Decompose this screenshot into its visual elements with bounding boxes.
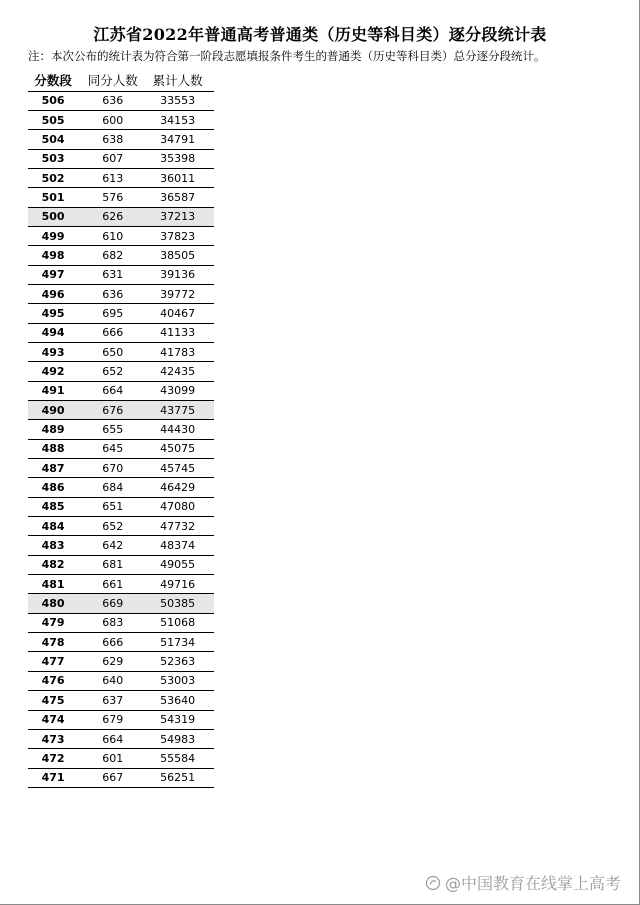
table-row [28,691,214,710]
table-row [28,401,214,420]
cumulative-cell: 33553 [160,94,196,108]
same-count-cell: 629 [102,655,124,669]
same-count-cell: 683 [102,616,124,630]
table-row [28,652,214,671]
page-title: 江苏省2022年普通高考普通类（历史等科目类）逐分段统计表 [93,25,547,44]
cumulative-cell: 43099 [160,384,196,398]
cumulative-cell: 40467 [160,306,196,320]
cumulative-cell: 47732 [160,519,196,533]
cumulative-cell: 34791 [160,132,196,146]
same-count-cell: 676 [102,403,124,417]
header-same-count: 同分人数 [87,72,138,88]
score-cell: 485 [41,500,65,514]
score-cell: 490 [41,403,65,417]
score-cell: 476 [41,674,65,688]
score-cell: 471 [41,771,65,785]
header-score: 分数段 [34,72,72,88]
table-row [28,633,214,652]
cumulative-cell: 55584 [160,751,196,765]
same-count-cell: 636 [102,287,124,301]
table-row [28,110,214,129]
cumulative-cell: 44430 [160,423,196,437]
same-count-cell: 669 [102,597,124,611]
table-row [28,613,214,632]
table-row [28,226,214,245]
table-row [28,575,214,594]
table-row [28,91,214,110]
score-cell: 478 [41,635,65,649]
score-cell: 501 [41,190,65,204]
cumulative-cell: 42435 [160,364,196,378]
same-count-cell: 652 [102,364,124,378]
cumulative-cell: 48374 [160,539,196,553]
score-cell: 484 [41,519,65,533]
table-row [28,168,214,187]
same-count-cell: 661 [102,577,124,591]
cumulative-cell: 39136 [160,268,196,282]
table-row [28,749,214,768]
score-cell: 473 [41,732,65,746]
cumulative-cell: 52363 [160,655,196,669]
same-count-cell: 636 [102,94,124,108]
same-count-cell: 681 [102,558,124,572]
cumulative-cell: 50385 [160,597,196,611]
score-cell: 503 [41,152,65,166]
table-row [28,497,214,516]
cumulative-cell: 51068 [160,616,196,630]
cumulative-cell: 47080 [160,500,196,514]
cumulative-cell: 37823 [160,229,196,243]
same-count-cell: 666 [102,326,124,340]
cumulative-cell: 38505 [160,248,196,262]
table-row [28,768,214,787]
cumulative-cell: 39772 [160,287,196,301]
table-row [28,729,214,748]
cumulative-cell: 41133 [160,326,196,340]
score-cell: 472 [41,751,65,765]
table-row [28,130,214,149]
cumulative-cell: 34153 [160,113,196,127]
cumulative-cell: 49055 [160,558,196,572]
score-cell: 499 [41,229,65,243]
score-cell: 482 [41,558,65,572]
table-row [28,284,214,303]
table-row [28,323,214,342]
same-count-cell: 664 [102,732,124,746]
table-row [28,342,214,361]
score-cell: 497 [41,268,65,282]
cumulative-cell: 51734 [160,635,196,649]
table-row [28,188,214,207]
score-cell: 479 [41,616,65,630]
score-cell: 504 [41,132,65,146]
score-cell: 493 [41,345,65,359]
same-count-cell: 631 [102,268,124,282]
score-cell: 488 [41,442,65,456]
table-header-row [28,69,214,91]
score-cell: 495 [41,306,65,320]
same-count-cell: 640 [102,674,124,688]
same-count-cell: 610 [102,229,124,243]
score-cell: 498 [41,248,65,262]
score-cell: 481 [41,577,65,591]
table-row [28,517,214,536]
table-row [28,439,214,458]
cumulative-cell: 36587 [160,190,196,204]
header-cumulative: 累计人数 [152,72,203,88]
table-row [28,149,214,168]
same-count-cell: 650 [102,345,124,359]
score-cell: 491 [41,384,65,398]
cumulative-cell: 53640 [160,693,196,707]
table-body [28,91,214,787]
cumulative-cell: 43775 [160,403,196,417]
table-row [28,671,214,690]
same-count-cell: 600 [102,113,124,127]
same-count-cell: 613 [102,171,124,185]
table-row [28,207,214,226]
table-row [28,710,214,729]
score-cell: 496 [41,287,65,301]
table-row [28,459,214,478]
same-count-cell: 666 [102,635,124,649]
table-row [28,478,214,497]
table-row [28,265,214,284]
same-count-cell: 651 [102,500,124,514]
same-count-cell: 670 [102,461,124,475]
cumulative-cell: 36011 [160,171,196,185]
watermark-text: @中国教育在线掌上高考 [444,874,621,893]
cumulative-cell: 54319 [160,713,196,727]
table-row [28,246,214,265]
same-count-cell: 576 [102,190,124,204]
same-count-cell: 684 [102,481,124,495]
cumulative-cell: 37213 [160,210,196,224]
table-note: 注：本次公布的统计表为符合第一阶段志愿填报条件考生的普通类（历史等科目类）总分逐分段统计。 [28,49,546,63]
cumulative-cell: 45745 [160,461,196,475]
same-count-cell: 652 [102,519,124,533]
cumulative-cell: 45075 [160,442,196,456]
score-cell: 480 [41,597,65,611]
same-count-cell: 682 [102,248,124,262]
score-cell: 474 [41,713,65,727]
same-count-cell: 645 [102,442,124,456]
score-cell: 505 [41,113,65,127]
cumulative-cell: 54983 [160,732,196,746]
score-cell: 477 [41,655,65,669]
table-row [28,362,214,381]
table-row [28,304,214,323]
score-cell: 500 [41,210,65,224]
cumulative-cell: 41783 [160,345,196,359]
score-cell: 492 [41,364,65,378]
score-cell: 486 [41,481,65,495]
cumulative-cell: 35398 [160,152,196,166]
score-cell: 506 [41,94,65,108]
watermark [425,871,621,894]
same-count-cell: 642 [102,539,124,553]
cumulative-cell: 46429 [160,481,196,495]
score-cell: 494 [41,326,65,340]
same-count-cell: 626 [102,210,124,224]
table-row [28,536,214,555]
table-row [28,381,214,400]
same-count-cell: 667 [102,771,124,785]
same-count-cell: 695 [102,306,124,320]
cumulative-cell: 56251 [160,771,196,785]
same-count-cell: 601 [102,751,124,765]
same-count-cell: 664 [102,384,124,398]
cumulative-cell: 49716 [160,577,196,591]
table-row [28,420,214,439]
same-count-cell: 679 [102,713,124,727]
score-cell: 502 [41,171,65,185]
same-count-cell: 607 [102,152,124,166]
score-cell: 475 [41,693,65,707]
same-count-cell: 637 [102,693,124,707]
sparkle-icon [425,875,441,891]
score-cell: 487 [41,461,65,475]
same-count-cell: 655 [102,423,124,437]
table-row [28,594,214,613]
table-row [28,555,214,574]
score-cell: 483 [41,539,65,553]
cumulative-cell: 53003 [160,674,196,688]
same-count-cell: 638 [102,132,124,146]
score-distribution-table [28,69,214,788]
score-cell: 489 [41,423,65,437]
